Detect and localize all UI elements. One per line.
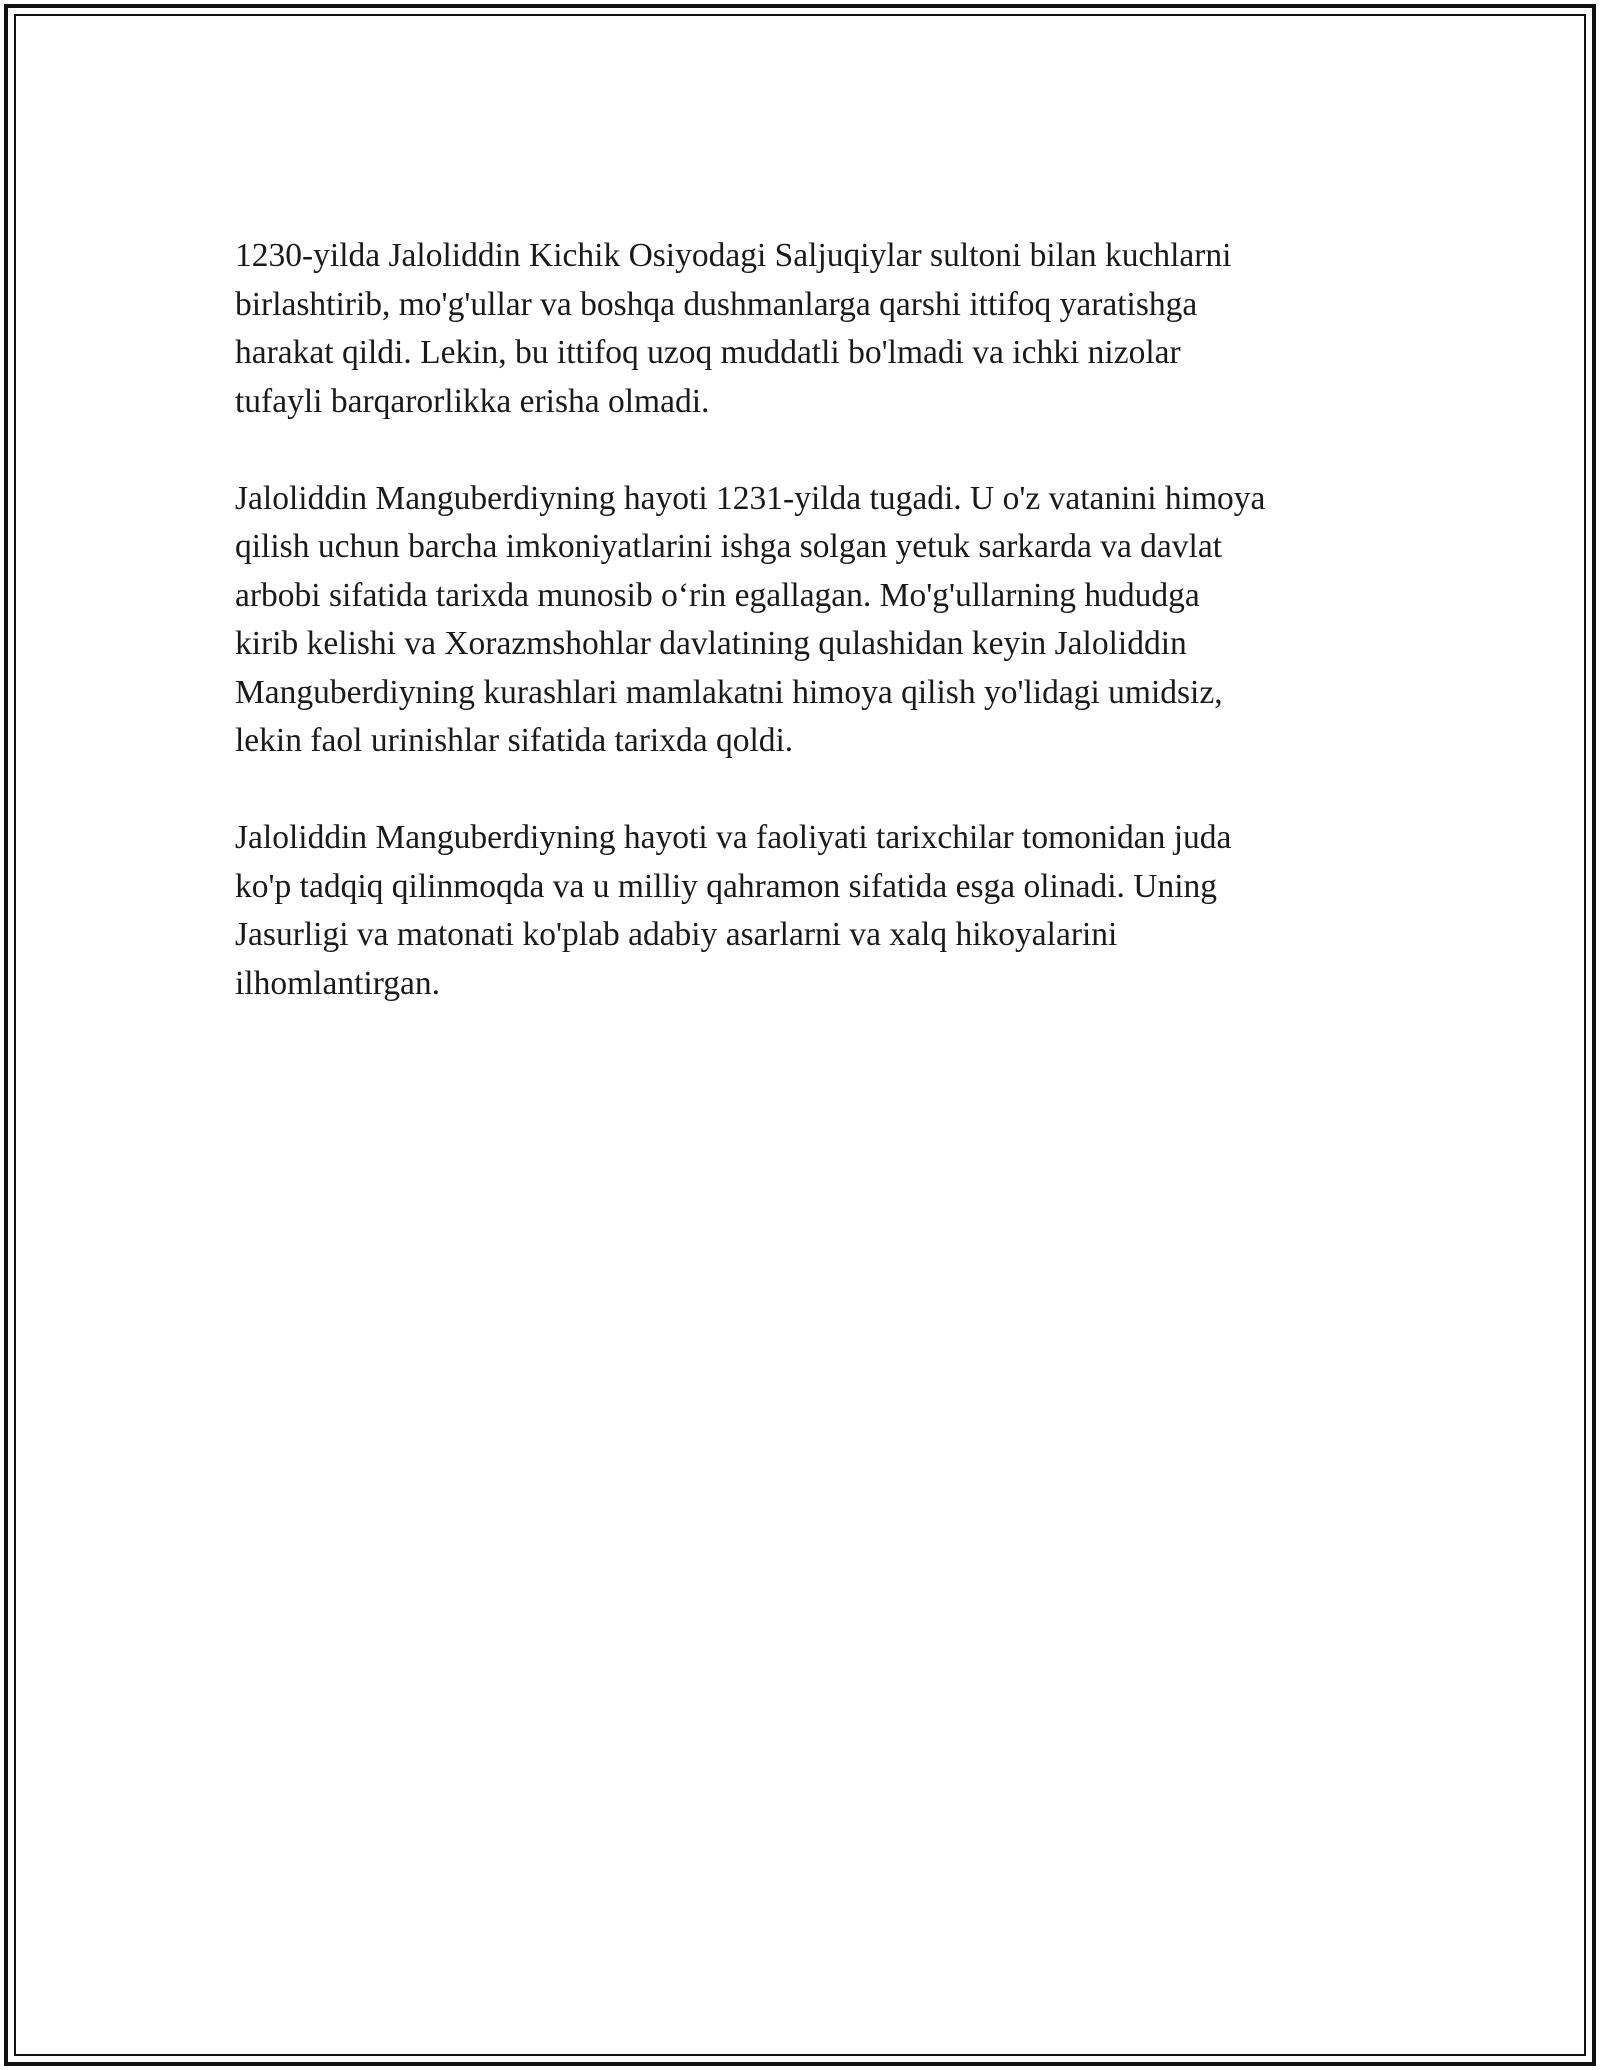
paragraph-2: Jaloliddin Manguberdiyning hayoti 1231-yilda tugadi. U o'z vatanini himoya qilish uchun barcha imkoniyatlarini ishga solgan yetuk sarkarda va davlat arbobi sifatida tarixda munosib o‘rin egallagan. Mo'g'ullarning hududga kirib kelishi va Xorazmshohlar davlatining qulashidan keyin Jaloliddin Manguberdiyning kurashlari mamlakatni himoya qilish yo'lidagi umidsiz, lekin faol urinishlar sifatida tarixda qoldi.	[235, 479, 1266, 759]
paragraph-3: Jaloliddin Manguberdiyning hayoti va faoliyati tarixchilar tomonidan juda ko'p tadqiq qilinmoqda va u milliy qahramon sifatida esga olinadi. Uning Jasurligi va matonati ko'plab adabiy asarlarni va xalq hikoyalarini ilhomlantirgan.	[235, 819, 1232, 1002]
document-body	[235, 232, 1395, 1008]
paragraph-1: 1230-yilda Jaloliddin Kichik Osiyodagi Saljuqiylar sultoni bilan kuchlarni birlashtirib, mo'g'ullar va boshqa dushmanlarga qarshi ittifoq yaratishga harakat qildi. Lekin, bu ittifoq uzoq muddatli bo'lmadi va ichki nizolar tufayli barqarorlikka erisha olmadi.	[235, 237, 1232, 420]
